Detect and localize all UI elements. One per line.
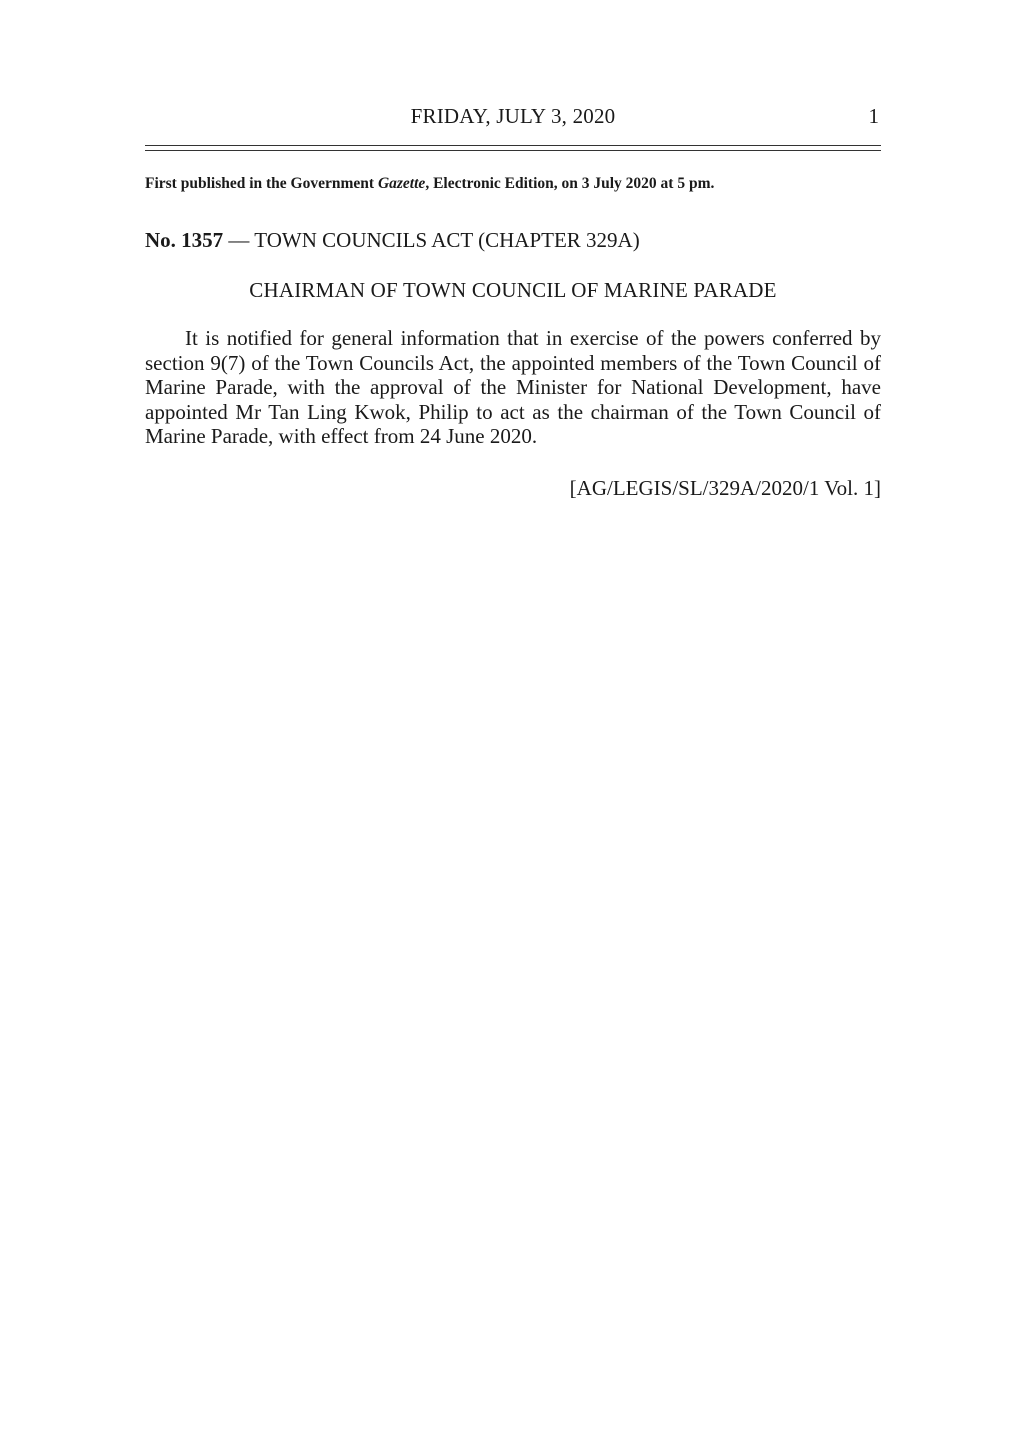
notice-number: No. 1357 [145,228,224,252]
publication-note-prefix: First published in the Government [145,175,378,192]
page-header [145,102,881,132]
publication-note-suffix: , Electronic Edition, on 3 July 2020 at 5 pm. [425,175,715,192]
notice-title: CHAIRMAN OF TOWN COUNCIL OF MARINE PARADE [249,278,777,302]
publication-note [145,173,881,195]
notice-act: –– TOWN COUNCILS ACT (CHAPTER 329A) [223,228,640,252]
header-rule-bottom [145,150,881,151]
header-date: FRIDAY, JULY 3, 2020 [410,104,616,128]
publication-note-gazette: Gazette [377,175,426,192]
notice-heading [145,226,881,254]
notice-body: It is notified for general information that in exercise of the powers conferred by section 9(7) of the Town Councils Act, the appointed members of the Town Council of Marine Parade, with the approval of the Minister for National Development, have appointed Mr Tan Ling Kwok, Philip to act as the chairman of the Town Council of Marine Parade, with effect from 24 June 2020. [145,326,881,449]
header-rule-top [145,145,881,146]
page-number: 1 [868,104,879,128]
notice-reference: [AG/LEGIS/SL/329A/2020/1 Vol. 1] [569,476,881,500]
